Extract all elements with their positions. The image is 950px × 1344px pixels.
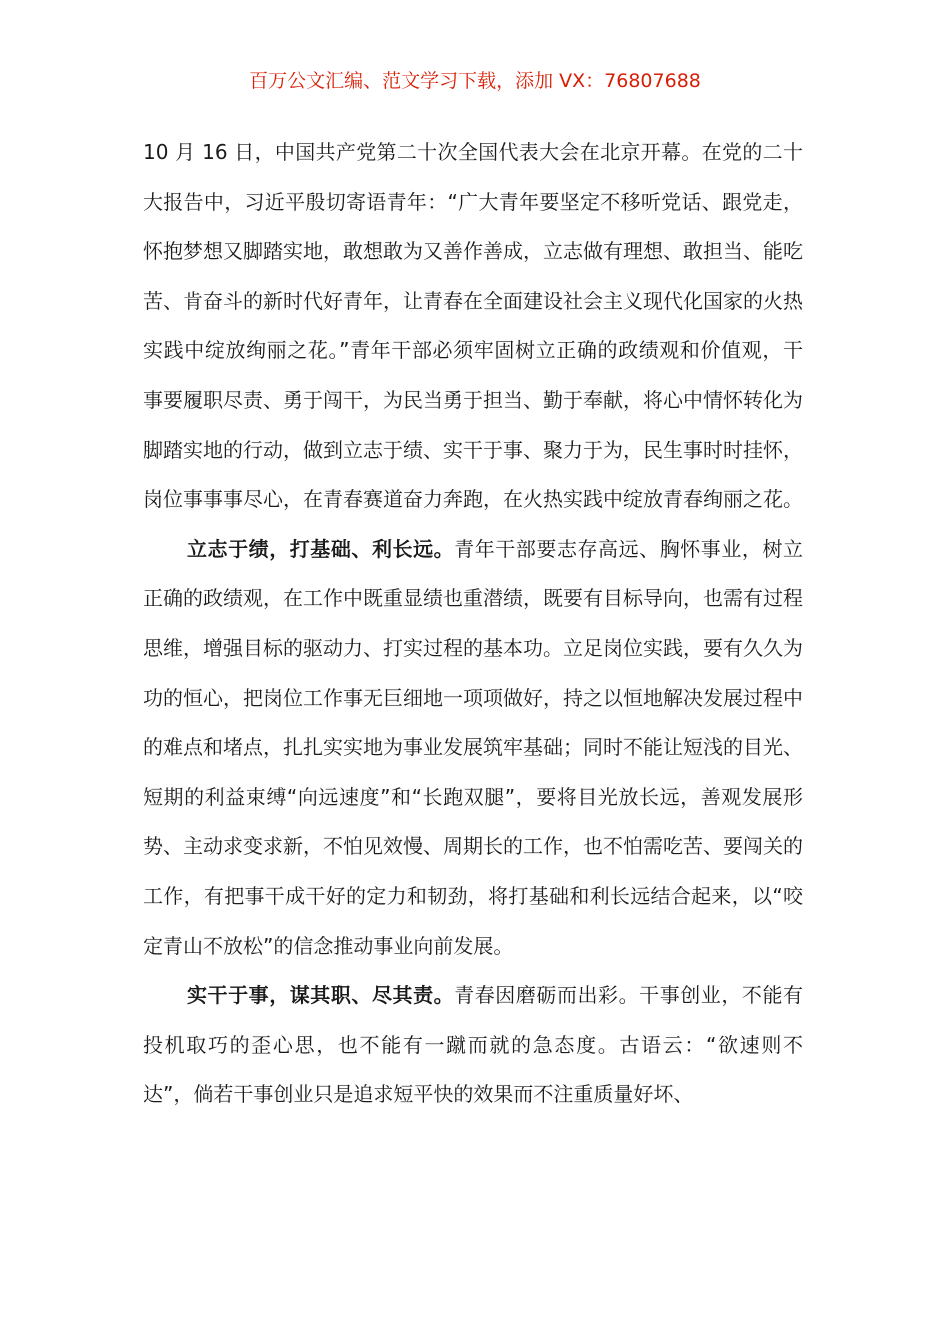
paragraph-intro — [143, 128, 803, 525]
watermark-header: 百万公文汇编、范文学习下载，添加 VX：76807688 — [249, 70, 701, 92]
section-heading: 实干于事，谋其职、尽其责。 — [187, 983, 455, 1008]
paragraph-section-1 — [143, 525, 803, 971]
paragraph-text: 青春因磨砺而出彩。干事创业，不能有投机取巧的歪心思，也不能有一蹴而就的急态度。古语云：“欲速则不达”，倘若干事创业只是追求短平快的效果而不注重质量好坏、 — [143, 983, 804, 1107]
document-body — [143, 128, 803, 1120]
paragraph-text: 青年干部要志存高远、胸怀事业，树立正确的政绩观，在工作中既重显绩也重潜绩，既要有目标导向，也需有过程思维，增强目标的驱动力、打实过程的基本功。立足岗位实践，要有久久为功的恒心，把岗位工作事无巨细地一项项做好，持之以恒地解决发展过程中的难点和堵点，扎扎实实地为事业发展筑牢基础；同时不能让短浅的目光、短期的利益束缚“向远速度”和“长跑双腿”，要将目光放长远，善观发展形势、主动求变求新，不怕见效慢、周期长的工作，也不怕需吃苦、要闯关的工作，有把事干成干好的定力和韧劲，将打基础和利长远结合起来，以“咬定青山不放松”的信念推动事业向前发展。 — [143, 536, 804, 958]
section-heading: 立志于绩，打基础、利长远。 — [187, 536, 455, 561]
paragraph-section-2 — [143, 971, 803, 1120]
paragraph-text: 10 月 16 日，中国共产党第二十次全国代表大会在北京开幕。在党的二十大报告中，习近平殷切寄语青年：“广大青年要坚定不移听党话、跟党走，怀抱梦想又脚踏实地，敢想敢为又善作善成，立志做有理想、敢担当、能吃苦、肯奋斗的新时代好青年，让青春在全面建设社会主义现代化国家的火热实践中绽放绚丽之花。”青年干部必须牢固树立正确的政绩观和价值观，干事要履职尽责、勇于闯干，为民当勇于担当、勤于奉献，将心中情怀转化为脚踏实地的行动，做到立志于绩、实干于事、聚力于为，民生事时时挂怀，岗位事事事尽心，在青春赛道奋力奔跑，在火热实践中绽放青春绚丽之花。 — [143, 140, 803, 512]
